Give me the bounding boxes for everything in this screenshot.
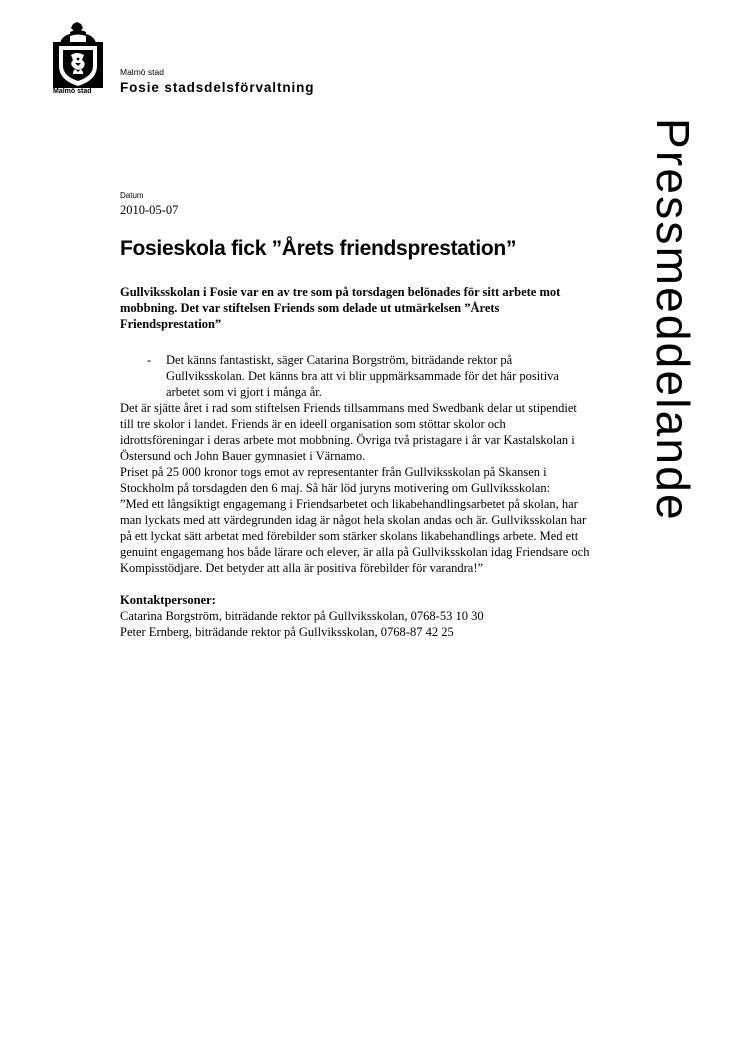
logo <box>53 22 109 100</box>
org-city-name: Malmö stad <box>120 67 164 77</box>
contact-person: Peter Ernberg, biträdande rektor på Gullviksskolan, 0768-87 42 25 <box>120 625 454 639</box>
date-value: 2010-05-07 <box>120 203 179 217</box>
malmo-coat-of-arms-icon <box>53 22 103 88</box>
quote-text: Det känns fantastiskt, säger Catarina Borgström, biträdande rektor på Gullviksskolan. Det känns bra att vi blir uppmärksammade för det här positiva arbetet som vi gjort i många år. <box>166 353 559 399</box>
date-label: Datum <box>120 191 144 200</box>
lead-paragraph: Gullviksskolan i Fosie var en av tre som på torsdagen belönades för sitt arbete mot mobbning. Det var stiftelsen Friends som delade ut utmärkelsen ”Årets Friendsprestation” <box>120 285 561 331</box>
org-department-name: Fosie stadsdelsförvaltning <box>120 80 315 95</box>
body-paragraph: Det är sjätte året i rad som stiftelsen Friends tillsammans med Swedbank delar ut stipendiet till tre skolor i landet. Friends är en ideell organisation som stöttar skolor och idrottsföreningar i deras arbete mot mobbning. Övriga två pristagare i år var Kastalskolan i Östersund och John Bauer gymnasiet i Värnamo. <box>120 401 577 463</box>
article-body <box>120 284 590 640</box>
quote-item <box>120 352 590 400</box>
contact-person: Catarina Borgström, biträdande rektor på Gullviksskolan, 0768-53 10 30 <box>120 609 484 623</box>
jury-motivation-paragraph: ”Med ett långsiktigt engagemang i Friendsarbetet och likabehandlingsarbetet på skolan, har man lyckats med att värdegrunden idag är något hela skolan andas och är. Gullviksskolan har på ett lyckat sätt arbetat med förebilder som stärker skolans likabehandlings arbete. Med ett genuint engagemang hos både lärare och elever, är alla på Gullviksskolan idag Friendsare och Kompisstödjare. Det betyder att alla är positiva förebilder för varandra!” <box>120 497 590 575</box>
list-dash: - <box>147 353 152 367</box>
logo-wordmark: Malmö stad <box>53 88 92 95</box>
contacts-heading: Kontaktpersoner: <box>120 593 216 607</box>
headline: Fosieskola fick ”Årets friendsprestation” <box>120 237 517 260</box>
document-type-title: Pressmeddelande <box>647 118 699 522</box>
body-paragraph: Priset på 25 000 kronor togs emot av representanter från Gullviksskolan på Skansen i Stockholm på torsdagden den 6 maj. Så här löd juryns motivering om Gullviksskolan: <box>120 465 551 495</box>
